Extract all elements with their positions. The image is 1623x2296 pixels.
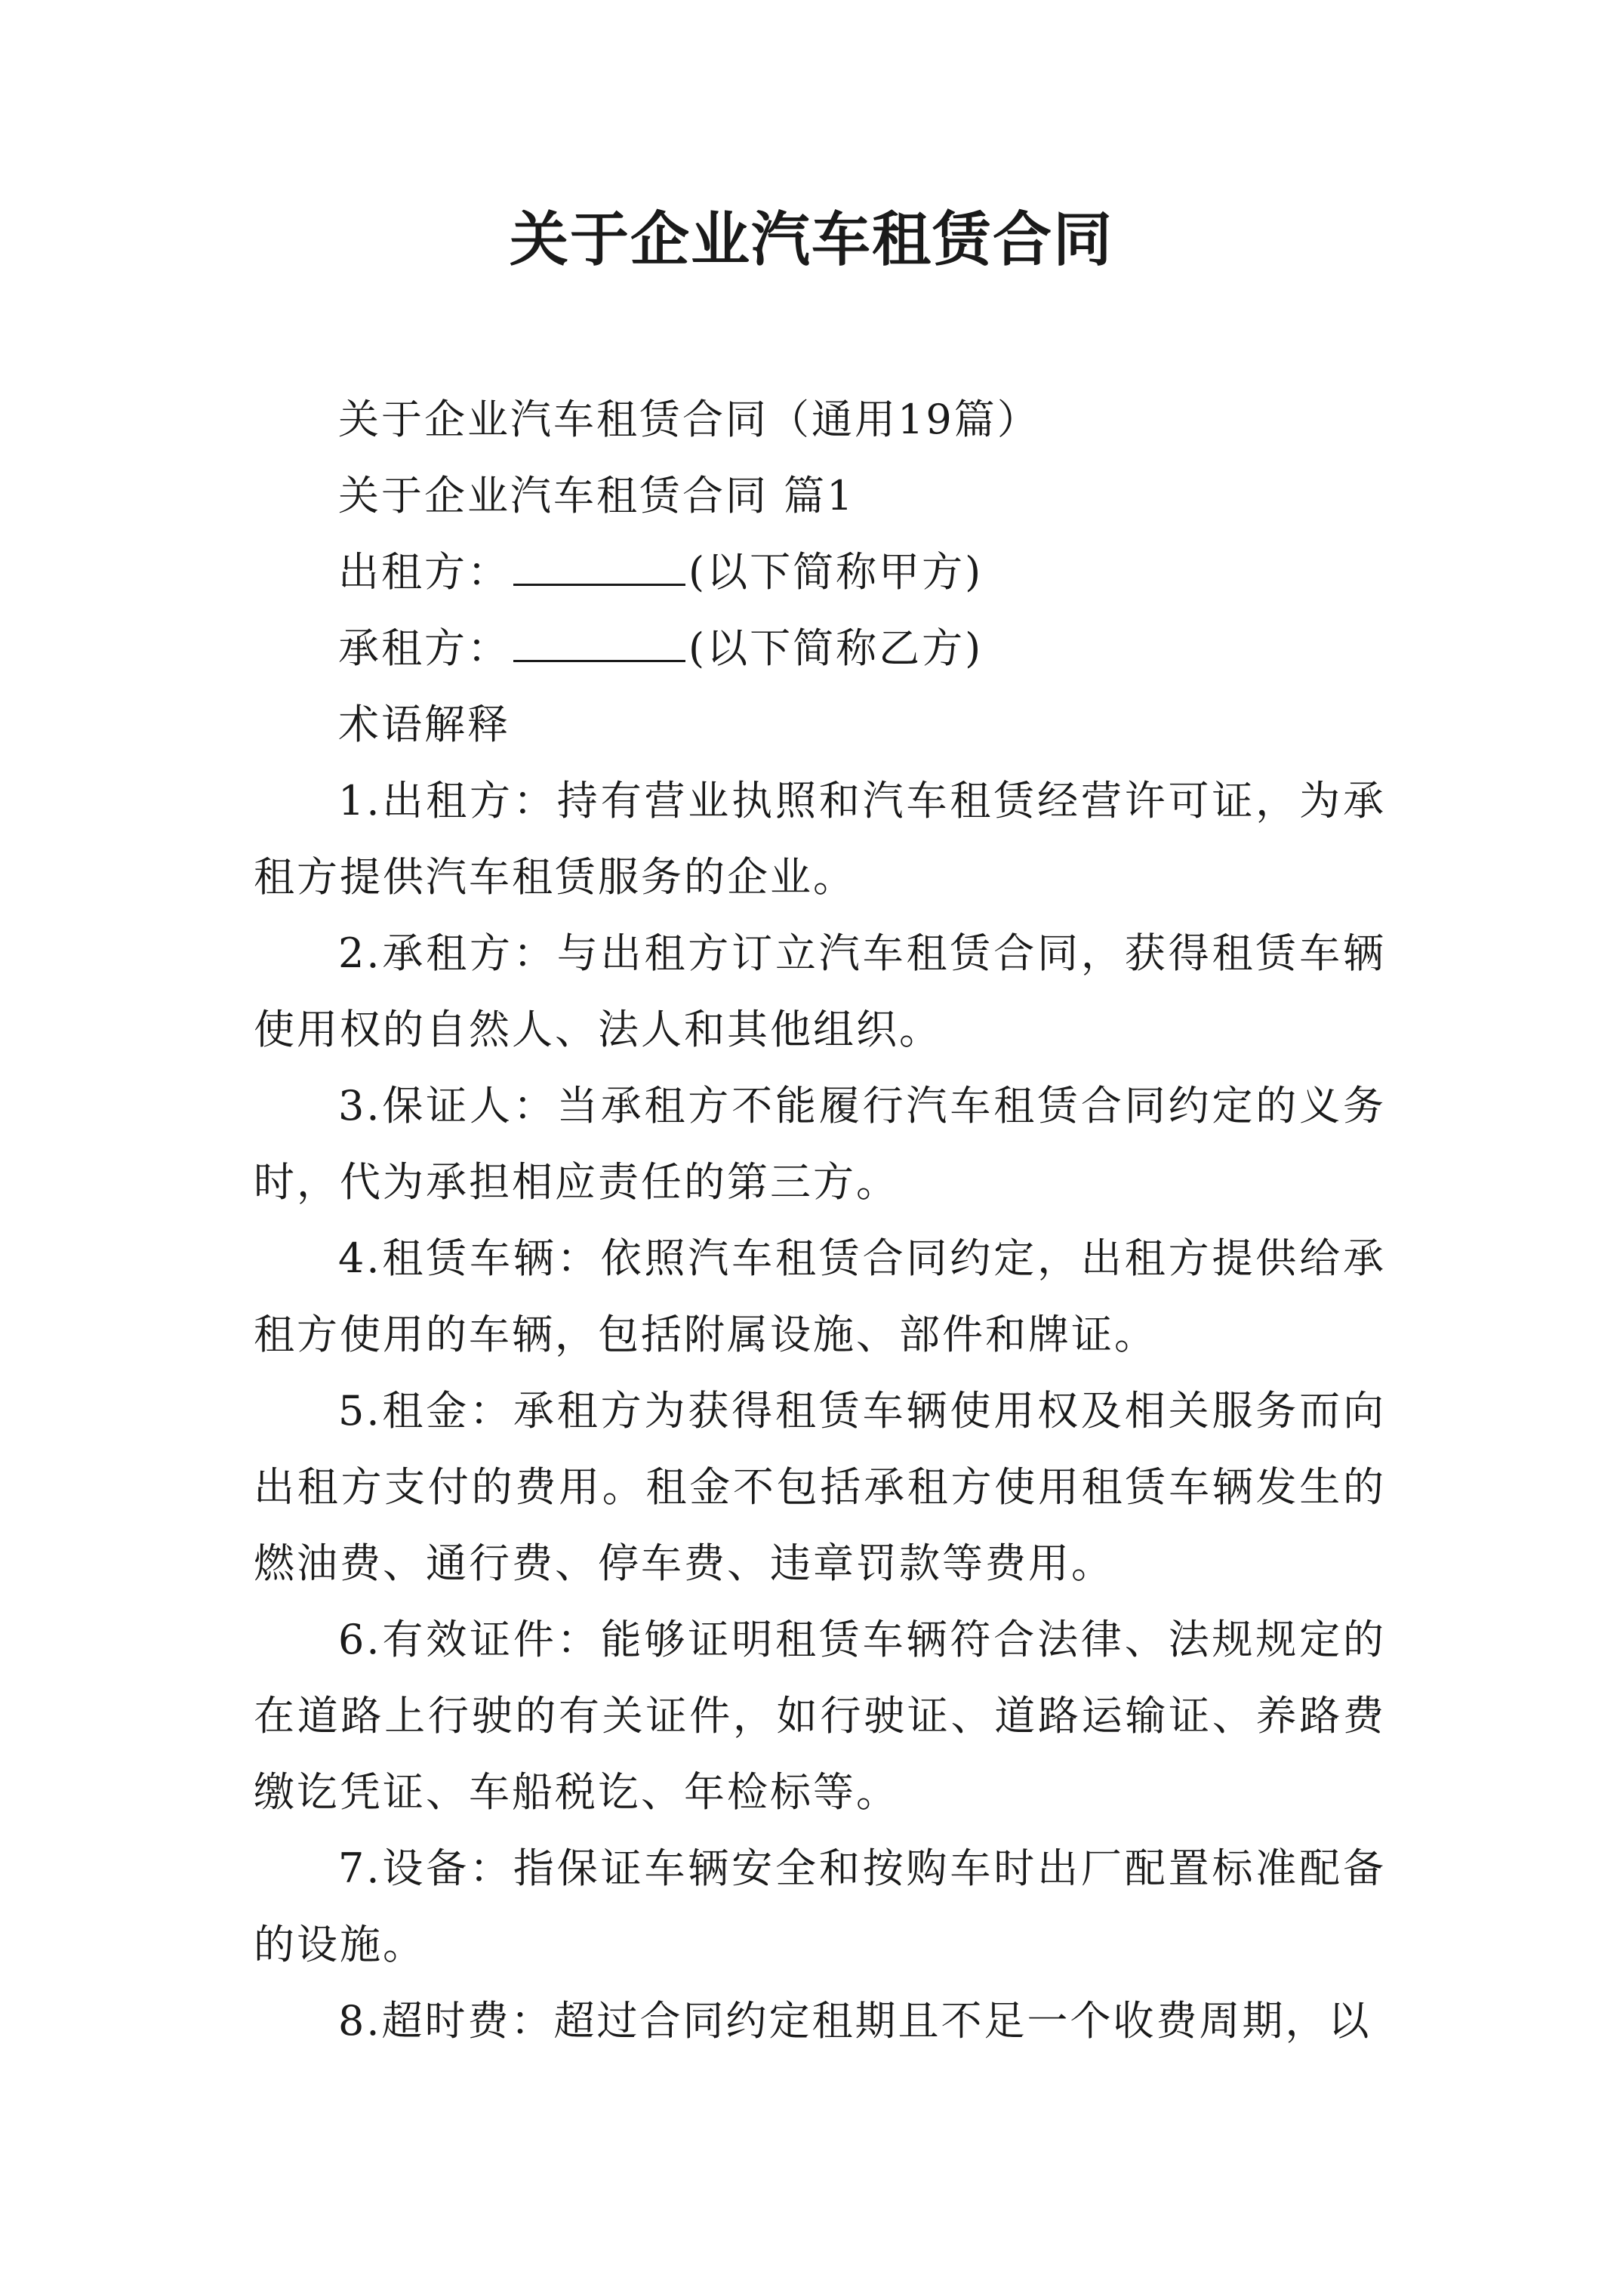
term-item: 3.保证人：当承租方不能履行汽车租赁合同约定的义务时，代为承担相应责任的第三方。 (254, 1082, 1386, 1206)
lessor-blank (513, 541, 685, 586)
lessor-line (254, 534, 1386, 610)
term-item: 6.有效证件：能够证明租赁车辆符合法律、法规规定的在道路上行驶的有关证件，如行驶证、道路运输证、养路费缴讫凭证、车船税讫、年检标等。 (254, 1616, 1386, 1816)
terms-heading: 术语解释 (338, 701, 510, 748)
lessor-suffix: (以下简称甲方) (688, 548, 984, 596)
term-item: 7.设备：指保证车辆安全和按购车时出厂配置标准配备的设施。 (254, 1845, 1386, 1968)
lessee-line (254, 610, 1386, 686)
document-subtitle: 关于企业汽车租赁合同（通用19篇） (338, 396, 1040, 443)
section-heading: 关于企业汽车租赁合同 篇1 (338, 472, 855, 519)
lessor-label: 出租方： (338, 548, 510, 596)
term-item: 5.租金：承租方为获得租赁车辆使用权及相关服务而向出租方支付的费用。租金不包括承租方使用租赁车辆发生的燃油费、通行费、停车费、违章罚款等费用。 (254, 1387, 1386, 1587)
lessee-blank (513, 618, 685, 662)
document-title: 关于企业汽车租赁合同 (509, 205, 1113, 274)
lessee-suffix: (以下简称乙方) (688, 624, 984, 672)
lessee-label: 承租方： (338, 624, 510, 672)
term-item: 1.出租方：持有营业执照和汽车租赁经营许可证，为承租方提供汽车租赁服务的企业。 (254, 777, 1386, 901)
term-item: 4.租赁车辆：依照汽车租赁合同约定，出租方提供给承租方使用的车辆，包括附属设施、部件和牌证。 (254, 1234, 1386, 1358)
document-body (254, 381, 1386, 2059)
term-item: 2.承租方：与出租方订立汽车租赁合同，获得租赁车辆使用权的自然人、法人和其他组织。 (254, 929, 1386, 1053)
term-item: 8.超时费：超过合同约定租期且不足一个收费周期，以 (338, 1997, 1372, 2045)
